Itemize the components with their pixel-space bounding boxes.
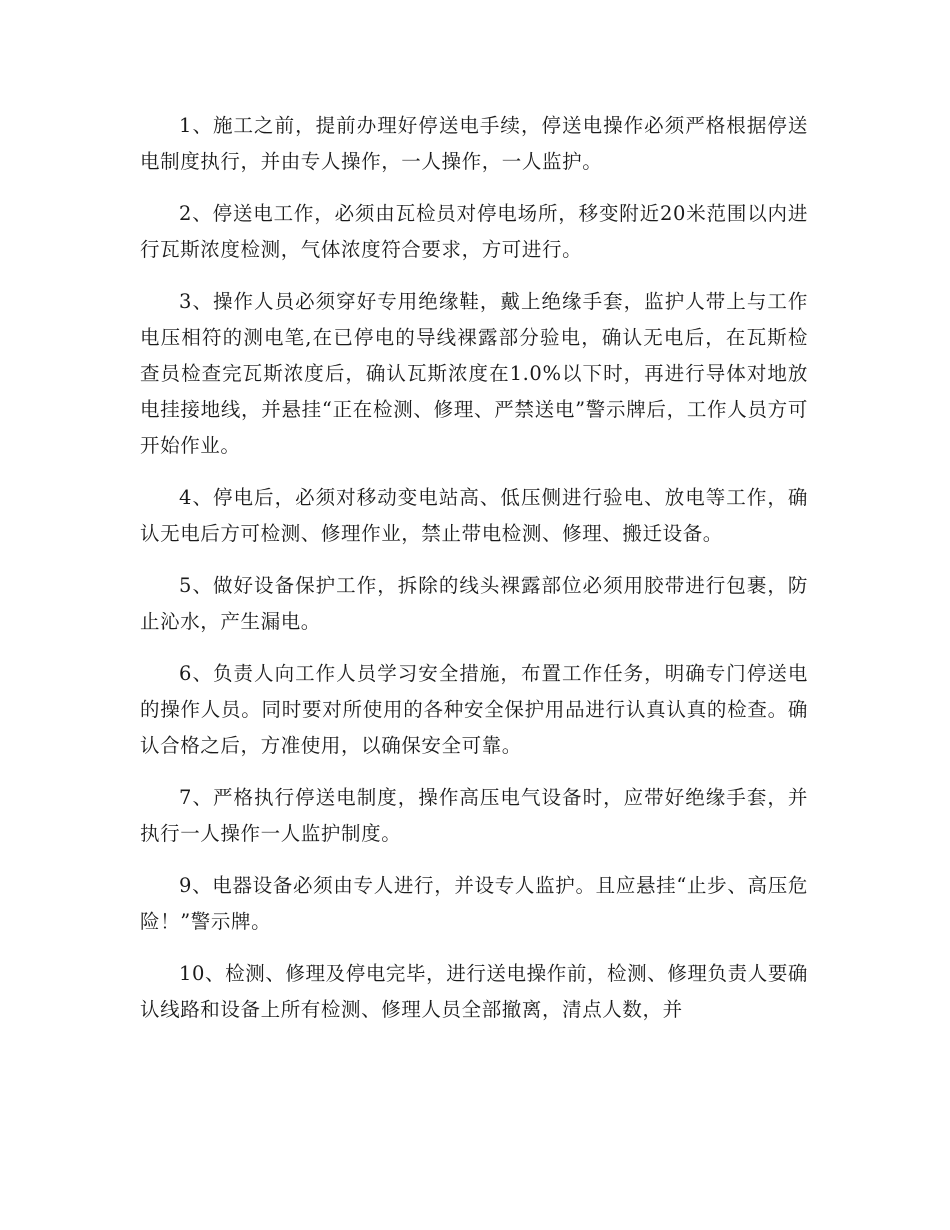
paragraph-6: 6、负责人向工作人员学习安全措施，布置工作任务，明确专门停送电的操作人员。同时要对所使用的各种安全保护用品进行认真认真的检查。确认合格之后，方准使用，以确保安全可靠。: [140, 662, 808, 757]
paragraph-2: 2、停送电工作，必须由瓦检员对停电场所，移变附近20米范围以内进行瓦斯浓度检测，气体浓度符合要求，方可进行。: [140, 202, 808, 261]
document-body: [140, 108, 808, 1044]
paragraph-3: 3、操作人员必须穿好专用绝缘鞋，戴上绝缘手套，监护人带上与工作电压相符的测电笔,在已停电的导线裸露部分验电，确认无电后，在瓦斯检查员检查完瓦斯浓度后，确认瓦斯浓度在1.0%以下时，再进行导体对地放电挂接地线，并悬挂“正在检测、修理、严禁送电”警示牌后，工作人员方可开始作业。: [140, 290, 808, 457]
paragraph-10: 10、检测、修理及停电完毕，进行送电操作前，检测、修理负责人要确认线路和设备上所有检测、修理人员全部撤离，清点人数，并: [140, 962, 809, 1021]
paragraph-7: 7、严格执行停送电制度，操作高压电气设备时，应带好绝缘手套，并执行一人操作一人监护制度。: [140, 786, 808, 845]
paragraph-1: 1、施工之前，提前办理好停送电手续，停送电操作必须严格根据停送电制度执行，并由专人操作，一人操作，一人监护。: [140, 114, 808, 173]
paragraph-4: 4、停电后，必须对移动变电站高、低压侧进行验电、放电等工作，确认无电后方可检测、修理作业，禁止带电检测、修理、搬迁设备。: [140, 486, 808, 545]
paragraph-5: 5、做好设备保护工作，拆除的线头裸露部位必须用胶带进行包裹，防止沁水，产生漏电。: [140, 574, 808, 633]
paragraph-9: 9、电器设备必须由专人进行，并设专人监护。且应悬挂“止步、高压危险！”警示牌。: [140, 874, 808, 933]
